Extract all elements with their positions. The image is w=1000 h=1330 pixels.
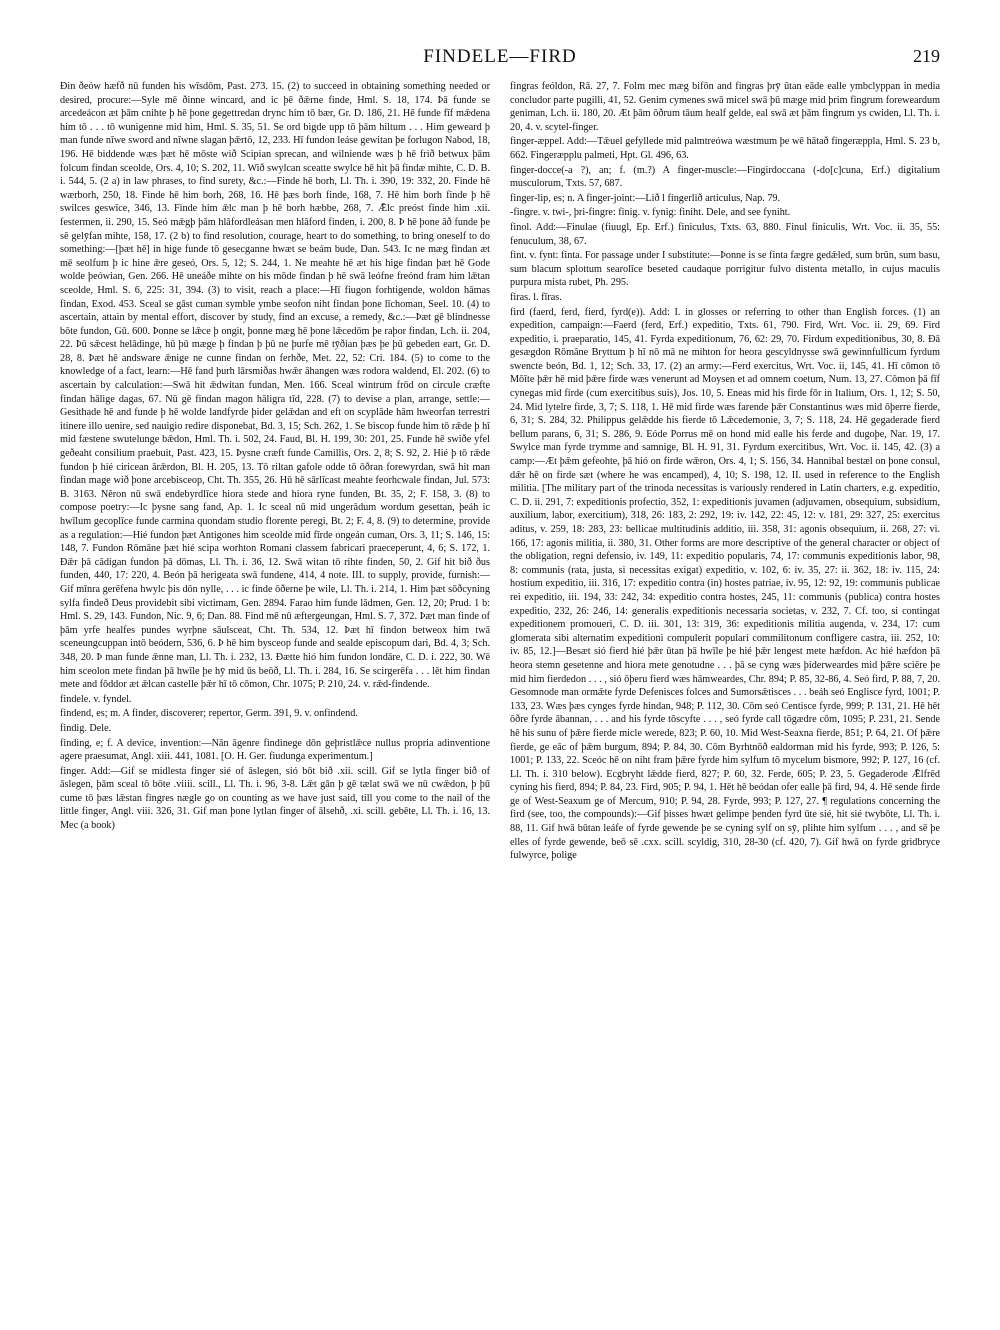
entry-findend: findend, es; m. A finder, discoverer; repertor, Germ. 391, 9. v. onfindend. (60, 708, 358, 720)
entry-findig: findig. Dele. (60, 722, 112, 734)
page-number: 219 (913, 46, 940, 66)
entry-finol: finol. Add:—Finulae (fiuugl, Ep. Erf.) finiculus, Txts. 63, 880. Finul finiculis, Wrt. Voc. ii. 35, 55: fenuculum, 38, 67. (510, 221, 940, 247)
left-column (60, 80, 490, 1310)
entry-finger: finger. Add:—Gif se midlesta finger sié of āslegen, sió bōt bið .xii. scill. Gif se lytla finger bið of āslegen, þām sceal tō bōte .viiii. scill., Ll. Th. i. 96, 3-8. Lǣt gān þ gē tælat swā we nū cwǣdon, þ þū cume tō þæs lǣstan fingres nægle go on counting as we have just said, till you come to the nail of the little finger, Angl. viii. 326, 31. Gif man þone lytlan finger of ālsehð, .xi. scill. gebēte, Ll. Th. i. 16, 13. Mec (a book) (60, 765, 490, 832)
entry-paragraph: Đin ðeów hæfð nū funden his wīsdōm, Past. 273. 15. (2) to succeed in obtaining something needed or desired, procure:—Syle mē ðinne wincard, and ic þē ðǣrne finde, Hml. S. 18, 174. Þā funde se arcedeácon æt þām cnihte þ hē þone gegettredan drync him tō bær, Gr. D. 186, 21. Hē funde fīf mǣdena him tō . . . tō wunigenne mid him, Hml. S. 35, 51. Se ord bigde upp tō þām hiltum . . . Him geweard þ man funde nīwe sword and nīwne slagan þǣrtō, 12, 233. Hī fundon leáse gewitan þe forlugon Nabod, 18, 196. Hē biddende wæs þæt hē mōste wið Scipian sprecan, and wilniende wæs þ hē frið betwux þām folcum findan sceolde, Ors. 4, 10; S. 202, 11. Wið swylcan sceatte swylce hē hit þā findæ mihte, C. D. B. i. 544, 5. (2 a) in law phrases, to find surety, &c.:—Finde hē borh, Ll. Th. i. 390, 19: 332, 20. Finde hē wærborh, 250, 18. Finde hē him borh, 268, 16. Hē þæs borh finde, 168, 7. Hē him borh finde þ hē swilces geswīce, 346, 13. Finde him ǣlc man þ hē borh hæbbe, 268, 7. Ǣlc preóst finde him .xii. festermen, ii. 290, 15. Seó mǣgþ þām hlāfordleásan men hlāford finden, i. 200, 8. Þ hē þone āð funde þe sē gelȳfan mihte, 158, 17. (2 b) to find resolution, courage, heart to do something, to bring oneself to do something:—[þæt hē] in hige funde tō gesecganne hwæt se beám bude, Dan. 543. Ic ne mæg findan æt mē seolfum þ ic hine ǣre geseó, Ors. 5, 12; S. 244, 1. Ne meahte hē æt his hige findan þæt hē Gode wolde þeówian, Gen. 266. Hē uneáðe mihte on his mōde findan þ hē swā leófne freónd fram him lǣtan sceolde, Hml. S. 6, 225: 31, 394. (3) to visit, reach a place:—Hī fiugon forhtigende, woldon hāmas findan, Exod. 453. Sceal se gāst cuman symble ymbe seofon niht findan þone līchoman, Seel. 10. (4) to ascertain, attain by mental effort, discover by study, find an excuse, a remedy, &c.:—Þæt gē blindnesse bōte fundon, Gū. 600. Þonne se lǣce þ ongit, þonne mæg hē þone lǣcedōm þe raþor findan, Lch. ii. 204, 22. Þū sǣcest helādinge, hū þū mæge þ findan þ þū ne þurfe mē tȳðian þæs þe þū gebeden eart, Gr. D. 28, 8. Þæt hē andsware ǣnige ne cunne findan on ferhðe, Met. 22, 52: Cri. 184. (5) to come to the knowledge of a fact, learn:—Hē fand þurh lārsmiðas hwǣr āhangen wæs rodora waldend, El. 202. (6) to ascertain by calculation:—Swā hit ǣdwitan fundan, Men. 166. Sceal wintrum frōd on circule cræfte findan hālige dagas, 67. Nū gē findan magon hāligra tīd, 228. (7) to devise a plan, arrange, settle:—Gesithade hē and funde þ hē wolde landfyrde þider gelǣdan and eft on scyplāde hām hweorfan terrestri itinere illo uenire, sed nauigio redire disponebat, Bd. 3, 15; Sch. 262, 1. Se biscop funde him tō rǣde þ hī mid fæstene swutelunge bǣdon, Hml. Th. i. 502, 24. Faud, Bl. H. 199, 30: 201, 25. Funde hē swiðe yfel geðeaht consilium praebuit, Past. 423, 15. Þysne cræft funde Camillis, Ors. 2, 8; S. 92, 2. Hié þ tō rǣde fundon þ hié ciricean ārǣrdon, Bl. H. 205, 13. Tō riltan gafole odde tō ōðran forewyrdan, swā hit man findan mage wið þone arcebisceop, Cht. Th. 355, 26. Hū hē sārlīcast meahte feorhcwale findan, Jul. 573: B. 3163. Nēron nū swā endebyrdlīce hiora stede and hiora ryne funden, Bt. 35, 2; F. 158, 3. (8) to compose poetry:—Ic þysne sang fand, Ap. 1. Ic sceal nū mid ungerādum wordum gesettan, þeáh ic hwīlum gecoplīce funde carmina quondam studio florente peregi, Bt. 2; F. 4, 8. (9) to determine, provide as a regulation:—Hié fundon þæt Antigones him sceolde mid fīrde ongeán cuman, Ors. 3, 11; S. 146, 15: 148, 7. Fundon Rōmāne þæt hié scipa worhton Romani classem fabricari praeceperunt, 4, 6; S. 172, 1. Ðǣr þā cādigan fundon þā dōmas, Ll. Th. i. 36, 12. Swā witan tō rihte finden, 50, 2. Gif hit bið ðus funden, 440, 17: 220, 4. Beón þā herigeata swā fundene, 414, 4 note. III. to supply, provide, furnish:—Gif mīnra gerēfena hwylc þis dōn nylle, . . . ic finde ōðerne þe wile, Ll. Th. i. 214, 1. Him þæt sōðcyning sylfa findeð Deus providebit sibi victimam, Gen. 2894. Farao him funde lādmen, Gen. 12, 20; Prud. 1 b: Hml. S. 29, 143. Fundon, Nic. 9, 6; Dan. 88. Find mē nū æftergeungan, Hml. S. 7, 372. Þæt man finde of þām yrfe healfes pundes wyrþne sāulsceat, Cht. Th. 534, 12. Þæt hī findon betweox him twā sceneungcuppan intō beódern, 536, 6. Þ hē him bysceop funde and sealde episcopum dari, Bd. 4, 3; Sch. 348, 20. Þ man funde ǣnne man, Ll. Th. i. 232, 13. Ðætte hió him fundon londāre, C. D. i. 222, 30. Wē him sceolon mete findan þā hwīle þe hȳ mid ūs beōð, Ll. Th. i. 284, 16. Se scirgerēfa . . . lēt him findan mete and fōddor æt ǣlcan castelle þǣr hī tō cōmon, Chr. 1075; P. 210, 24. v. rǣd-findende. (60, 81, 490, 691)
entry-finger-lip: finger-lip, es; n. A finger-joint:—Lið l fingerlið articulus, Nap. 79. (510, 192, 781, 204)
entry-paragraph: fingras feóldon, Rā. 27, 7. Folm mec mæg bifōn and fingras þrȳ ūtan eāde ealle ymbclyppan in media concludor parte pugilli, 41, 52. Genim cymenes swā micel swā þū mæge mid þrim fingrum foreweardum geniman, Lch. ii. 180, 20. Æt þām ōðrum tāum healf gelde, eal swā æt þām fingrum ys cwiden, Ll. Th. i. 20, 4. v. scytel-finger. (510, 81, 940, 133)
dictionary-columns (60, 80, 940, 1310)
entry-fint: fint. v. fynt: finta. For passage under I substitute:—Þonne is se finta fægre gedǣled, sum brūn, sum basu, sum blacum splottum searolīce beseted caudaque porrigitur fulvo distenta metallo, in cujus maculis purpura mista rubet, Ph. 295. (510, 250, 940, 289)
entry-findele: findele. v. fyndel. (60, 693, 132, 705)
entry-finger-aeppel: finger-æppel. Add:—Tǣuel gefyllede mid palmtreówa wæstmum þe wē hātað fingeræppla, Hml. S. 23 b, 662. Fingeræpplu palmeti, Hpt. Gl. 496, 63. (510, 136, 940, 161)
page-header (60, 42, 940, 72)
entry-finding: finding, e; f. A device, invention:—Nān āgenre findinege dōn geþristlǣce nullus propria adinventione agere praesumat, Angl. xiii. 441, 1081. [O. H. Ger. fiudunga experimentum.] (60, 737, 490, 763)
entry-fingre: -fingre. v. twi-, þri-fingre: finig. v. fynig: finiht. Dele, and see fyniht. (510, 207, 791, 219)
entry-firas: firas. l. fīras. (510, 291, 562, 303)
entry-finger-docce: finger-docce(-a ?), an; f. (m.?) A finger-muscle:—Fingirdoccana (-do[c]cuna, Erf.) digitalium musculorum, Txts. 57, 687. (510, 164, 940, 190)
right-column (510, 80, 940, 1310)
running-title: FINDELE—FIRD (423, 46, 577, 67)
entry-fird: fird (faerd, ferd, fierd, fyrd(e)). Add: I. in glosses or referring to other than English forces. (1) an expedition, campaign:—Faerd (ferd, Erf.) expeditio, Txts. 61, 790. Fird, Wrt. Voc. ii. 29, 69. Fird expeditio, i. praeparatio, 145, 41. Fyrda expeditionum, 76, 62: 29, 70. Firdum expeditionibus, 30, 8. Đā gesægdon Rōmāne Bryttum þ hī nō mā ne mihton for heora gescyldnysse swā gewinnfullicum fyrdum swencte beón, Bd. 1, 12; Sch. 33, 17. (2) an army:—Ferd exercitus, Wrt. Voc. ii, 145, 41. Hī cōmon tō Mōīte þǣr hē mid þǣre firde wæs venerunt ad Moysen et ad omnem coetum, Num. 13, 27. Cōmon þā fīf cynegas mid firde (cum exercitibus suis), Jos. 10, 5. Eneas mid his firde fōr in Italium, Ors. 1, 12; S. 50, 24. Mid lytelre firde, 3, 7; S. 118, 1. Hē mid firde wæs farende þǣr Constantinus wæs mid ōþerre fierde, 6, 31; S. 284, 32. Philippus gelǣdde his fierde tō Lǣcedemonie, 3, 7; S. 118, 24. Hē gegaderade fierd bellum parans, 6, 31; S. 286, 9. Eóde Porrus mē on hond mid ealle his ferde and dugoþe, Nar. 19, 17. Swylce man fyrde trymme and samnige, Bl. H. 91, 31. Fyrdum exercitibus, Wrt. Voc. ii. 145, 42. (3) a camp:—Æt þǣm gefeohte, þā hió on firde wǣron, Ors. 4, 1; S. 156, 34. Hannibal bestæl on þone consul, dǣr hē on firde sæt (where he was encamped), 4, 10; S. 198, 12. II. used in reference to the English militia. [The military part of the trinoda necessitas is variously rendered in Latin charters, e.g. expeditio, C. D. ii. 291, 7: expeditionis profectio, 352, 1: expeditionis juvamen (adjuvamen, obsequium, subsidium, auxilium, labor, exercitium), 318, 26: 183, 2: 292, 19: iv. 142, 22: 45, 12: v. 181, 29: 327, 25: exercitus aditus, v. 259, 18: 283, 23: bellicae multitudinis additio, iii. 358, 31: agonis obsequium, ii. 268, 27: vi. 166, 17: agonis militia, ii. 380, 31. Other forms are more descriptive of the general character or object of the obligation, regni defensio, iv. 149, 11: expeditio popularis, 74, 17: communis expeditionis labor, 98, 8: communis (rata, justa, si necessitas exigat) expeditio, v. 102, 6: iv. 35, 27: ii. 362, 18: iv. 115, 24: hostium expeditio, iii. 316, 17: expeditio contra (in) hostes patriae, iv. 95, 12: 92, 19: communis publicae rei expeditio, iii. 194, 33: 242, 34: expeditio contra hostes, 245, 11: communis (publica) contra hostes expeditio, 232, 26: 246, 14: generalis expeditionis necessaria societas, v. 232, 7. Cf. too, si contingat expeditionem promoueri, C. D. iii. 301, 13: 319, 36: expeditionis militia augenda, v. 234, 17: cum glomerata sibi alternatim expeditioni compulerit populari commilitonum confligere castra, iii. 252, 10: iv. 85, 12.]—Besæt sió fierd hié þǣr ūtan þā hwīle þe hié þǣr lengest mete hæfdon. Ac hié hæfdon þā heora stemn gesetenne and hiora mete genotudne . . . þā se cyng wæs þiderweardes mid þǣre sciēre þe mid him fierdedon . . . , sió ōþeru fierd wæs hāmweardes, Chr. 894; P. 85, 32-86, 4. Seó fird, P. 88, 7, 20. Gesomnode man ormǣte fyrde Defenisces folces and Sumorsǣtisces . . . beáh seó Englisce fyrd, 1001; P. 133, 23. Wæs þæs cynges fyrde hindan, 948; P. 112, 30. Cōm seó Centisce fyrde, 999; P. 131, 21. Hē hēt ōðre fyrde ābannan, . . . and his fyrde tōscyfte . . . , seó fyrde call tōgædre cōm, 1095; P. 231, 21. Sende hē his sunu of þǣre fierde micle werede, 823; P. 60, 10. Mid West-Seaxna fierde, 851; P. 64, 21. Of þǣre fierde, ge eāc of þǣm burgum, 894; P. 84, 30. Cōm Byrhtnōð ealdorman mid his fyrde, 993; P. 126, 5: 1001; P. 133, 22. Sceóc hē on niht fram þǣre fyrde him sylfum tō mycelum bismore, 992; P. 127, 16 (cf. Ll. Th. i. 310 below). Ecgbryht lǣdde fierd, 827; P. 60, 32. Ferde, 605; P. 23, 5. Gegaderode Ǣlfrēd cyning his fierd, 894; P. 84, 23. Fird, 905; P. 94, 1. Hēt hē beódan ofer ealle þā fird, 94, 4. Hē sende firde ge of West-Seaxum ge of Mercum, 910; P. 94, 28. Fyrde, 993; P. 127, 27. ¶ regulations concerning the fird (see, too, the compounds):—Gif þisses hwæt gelimpe þenden fyrd ūte sié, hit sié twybōte, Ll. Th. i. 88, 11. Gif hwā būtan leáfe of fyrde gewende þe se cyning sylf on sȳ, plihte him sylfum . . . , and sē þe elles of fyrde gewende, beō sē .cxx. scill. scyldig, 310, 28-30 (cf. 420, 7). Gif hwā on fyrde gridbryce fulwyrce, þolige (510, 306, 940, 862)
